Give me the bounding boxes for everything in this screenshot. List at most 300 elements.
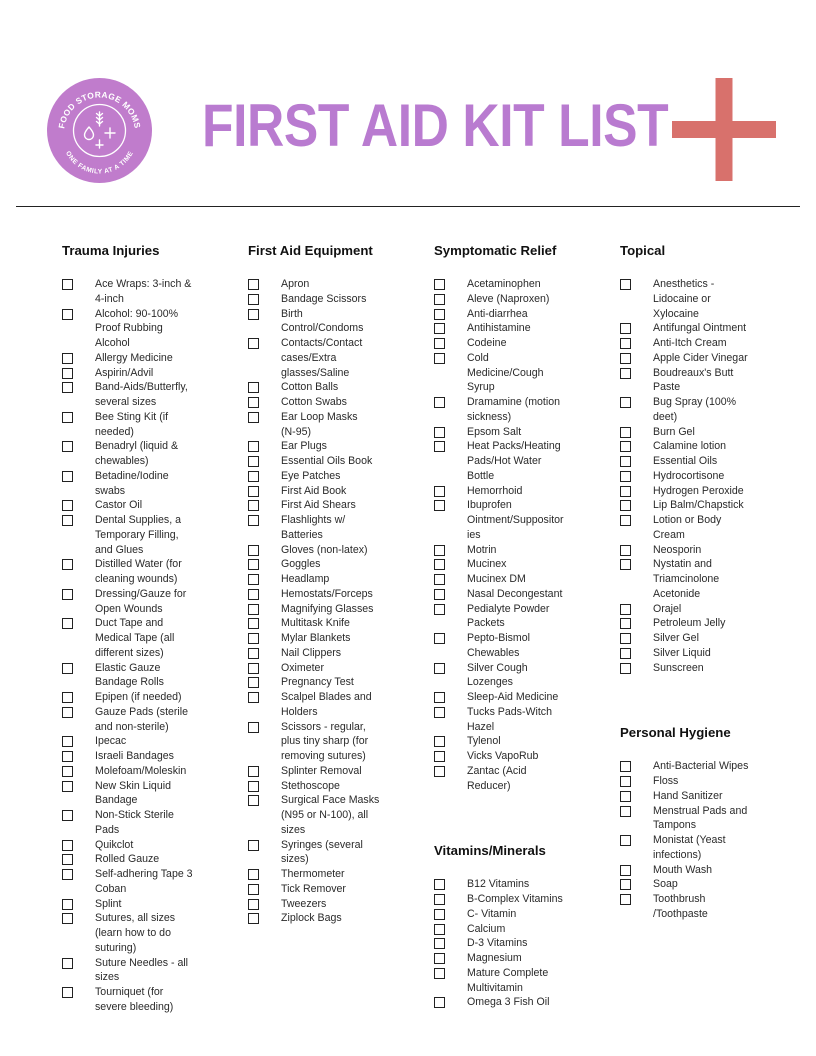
checkbox[interactable] bbox=[248, 279, 259, 290]
checkbox[interactable] bbox=[248, 766, 259, 777]
checklist-item-label: Reducer) bbox=[467, 779, 511, 792]
checkbox[interactable] bbox=[248, 441, 259, 452]
section-title-topical: Topical bbox=[620, 243, 666, 258]
checklist-item-trauma bbox=[62, 985, 193, 1015]
checklist-item-label: Ear Plugs bbox=[281, 440, 327, 453]
checklist-item-label: Bandage Scissors bbox=[281, 292, 367, 305]
checkbox[interactable] bbox=[62, 309, 73, 320]
checklist-item-label: Quikclot bbox=[95, 838, 134, 851]
checklist-item-equipment bbox=[248, 911, 379, 926]
checkbox[interactable] bbox=[248, 456, 259, 467]
checklist-item-trauma bbox=[62, 439, 193, 469]
checkbox[interactable] bbox=[434, 604, 445, 615]
checkbox[interactable] bbox=[620, 806, 631, 817]
checklist-item-trauma bbox=[62, 587, 193, 617]
page-title: FIRST AID KIT LIST bbox=[202, 92, 669, 159]
checklist-item-equipment bbox=[248, 602, 379, 617]
checklist-item-symptomatic bbox=[434, 631, 564, 661]
checkbox[interactable] bbox=[248, 869, 259, 880]
checkbox[interactable] bbox=[248, 338, 259, 349]
checklist-item-label: Dramamine (motion bbox=[467, 396, 561, 408]
checkbox[interactable] bbox=[620, 486, 631, 497]
checklist-item-label: Pepto-Bismol bbox=[467, 632, 530, 644]
checklist-item-equipment bbox=[248, 793, 379, 837]
checklist-item-label: Self-adhering Tape 3 bbox=[95, 868, 193, 880]
checklist-item-symptomatic bbox=[434, 557, 564, 572]
checklist-item-label: Magnifying Glasses bbox=[281, 602, 374, 615]
checkbox[interactable] bbox=[62, 751, 73, 762]
checklist-item-label: Distilled Water (for bbox=[95, 558, 182, 571]
checkbox[interactable] bbox=[248, 471, 259, 482]
checkbox[interactable] bbox=[620, 279, 631, 290]
checklist-item-label: Xylocaine bbox=[653, 307, 699, 320]
checkbox[interactable] bbox=[620, 791, 631, 802]
checklist-item-trauma bbox=[62, 410, 193, 440]
checkbox[interactable] bbox=[434, 997, 445, 1008]
checkbox[interactable] bbox=[248, 412, 259, 423]
checklist-item-symptomatic bbox=[434, 292, 564, 307]
checklist-item-label: Ziplock Bags bbox=[281, 912, 342, 925]
checklist-item-equipment bbox=[248, 484, 379, 499]
checkbox[interactable] bbox=[248, 913, 259, 924]
checklist-item-topical bbox=[620, 602, 748, 617]
checklist-item-label: Anti-Bacterial Wipes bbox=[653, 760, 749, 773]
checkbox[interactable] bbox=[434, 559, 445, 570]
checklist-item-label: Medical Tape (all bbox=[95, 632, 175, 644]
checkbox[interactable] bbox=[434, 894, 445, 905]
checklist-item-trauma bbox=[62, 366, 193, 381]
checkbox[interactable] bbox=[62, 471, 73, 482]
checklist-item-label: Essential Oils Book bbox=[281, 455, 373, 467]
checklist-item-symptomatic bbox=[434, 661, 564, 691]
checklist-item-equipment bbox=[248, 336, 379, 380]
checklist-item-label: Packets bbox=[467, 617, 505, 630]
checkbox[interactable] bbox=[434, 500, 445, 511]
checklist-item-label: Nasal Decongestant bbox=[467, 587, 563, 600]
checkbox[interactable] bbox=[620, 441, 631, 452]
checklist-item-label: Scissors - regular, bbox=[281, 720, 366, 733]
column-symptomatic bbox=[434, 243, 564, 1010]
checklist-item-label: Epipen (if needed) bbox=[95, 691, 182, 703]
checkbox[interactable] bbox=[248, 633, 259, 644]
checkbox[interactable] bbox=[248, 559, 259, 570]
checklist-item-equipment bbox=[248, 292, 379, 307]
checklist-item-label: B12 Vitamins bbox=[467, 878, 530, 891]
checkbox[interactable] bbox=[434, 633, 445, 644]
checklist-item-label: Bandage bbox=[95, 794, 138, 807]
checkbox[interactable] bbox=[62, 736, 73, 747]
checklist-item-topical bbox=[620, 484, 748, 499]
checkbox[interactable] bbox=[248, 294, 259, 305]
checklist-item-label: Ibuprofen bbox=[467, 499, 512, 512]
checklist-item-topical bbox=[620, 395, 748, 425]
checkbox[interactable] bbox=[248, 589, 259, 600]
checkbox[interactable] bbox=[62, 589, 73, 600]
checklist-item-label: Molefoam/Moleskin bbox=[95, 764, 187, 777]
checklist-item-equipment bbox=[248, 631, 379, 646]
checkbox[interactable] bbox=[248, 648, 259, 659]
checkbox[interactable] bbox=[620, 515, 631, 526]
checkbox[interactable] bbox=[620, 618, 631, 629]
checklist-item-label: needed) bbox=[95, 425, 134, 438]
checkbox[interactable] bbox=[620, 427, 631, 438]
column-trauma bbox=[62, 243, 193, 1015]
checkbox[interactable] bbox=[620, 633, 631, 644]
checklist-item-vitamins bbox=[434, 907, 564, 922]
checklist-item-equipment bbox=[248, 410, 379, 440]
checklist-item-label: Silver Cough bbox=[467, 661, 528, 674]
checklist-item-label: Gloves (non-latex) bbox=[281, 543, 368, 556]
checklist-item-label: Pedialyte Powder bbox=[467, 602, 550, 615]
checklist-item-label: Tampons bbox=[653, 819, 696, 832]
checklist-item-label: Anti-Itch Cream bbox=[653, 337, 727, 349]
checklist-item-vitamins bbox=[434, 951, 564, 966]
checklist-item-label: Aleve (Naproxen) bbox=[467, 292, 550, 305]
checkbox[interactable] bbox=[434, 707, 445, 718]
checkbox[interactable] bbox=[248, 884, 259, 895]
checkbox[interactable] bbox=[248, 722, 259, 733]
checklist-item-topical bbox=[620, 366, 748, 396]
checklist-item-equipment bbox=[248, 439, 379, 454]
checklist-item-label: Control/Condoms bbox=[281, 322, 364, 335]
checklist-item-label: Non-Stick Sterile bbox=[95, 809, 174, 821]
checkbox[interactable] bbox=[62, 840, 73, 851]
checklist-item-equipment bbox=[248, 838, 379, 868]
checkbox[interactable] bbox=[434, 663, 445, 674]
checklist-item-vitamins bbox=[434, 922, 564, 937]
checkbox[interactable] bbox=[620, 835, 631, 846]
checklist-item-label: Dressing/Gauze for bbox=[95, 587, 187, 600]
checklist-item-symptomatic bbox=[434, 277, 564, 292]
checklist-item-symptomatic bbox=[434, 425, 564, 440]
checklist-item-label: glasses/Saline bbox=[281, 366, 350, 379]
red-cross-icon bbox=[672, 78, 776, 181]
checkbox[interactable] bbox=[248, 486, 259, 497]
checkbox[interactable] bbox=[434, 968, 445, 979]
checklist-item-equipment bbox=[248, 513, 379, 543]
checkbox[interactable] bbox=[62, 958, 73, 969]
checklist-item-label: Anesthetics - bbox=[653, 278, 715, 290]
checklist-item-label: Motrin bbox=[467, 543, 497, 556]
checkbox[interactable] bbox=[620, 456, 631, 467]
checklist-item-label: Ointment/Suppositor bbox=[467, 514, 564, 526]
checkbox[interactable] bbox=[434, 338, 445, 349]
checklist-item-label: Stethoscope bbox=[281, 779, 340, 792]
checklist-item-trauma bbox=[62, 277, 193, 307]
checklist-item-label: Floss bbox=[653, 775, 679, 787]
checklist-item-label: Betadine/Iodine bbox=[95, 469, 169, 482]
column-equipment bbox=[248, 243, 379, 926]
checklist-item-hygiene bbox=[620, 789, 748, 804]
checkbox[interactable] bbox=[434, 692, 445, 703]
checklist-item-label: Pregnancy Test bbox=[281, 676, 354, 689]
checklist-item-label: Essential Oils bbox=[653, 455, 718, 467]
checkbox[interactable] bbox=[434, 486, 445, 497]
checklist-item-label: Hand Sanitizer bbox=[653, 789, 723, 802]
checkbox[interactable] bbox=[620, 879, 631, 890]
checklist-item-trauma bbox=[62, 897, 193, 912]
checkbox[interactable] bbox=[248, 500, 259, 511]
checklist-item-trauma bbox=[62, 852, 193, 867]
checkbox[interactable] bbox=[62, 707, 73, 718]
checkbox[interactable] bbox=[620, 500, 631, 511]
checklist-item-trauma bbox=[62, 779, 193, 809]
section-title-hygiene: Personal Hygiene bbox=[620, 725, 731, 741]
checkbox[interactable] bbox=[248, 781, 259, 792]
checklist-item-label: Monistat (Yeast bbox=[653, 834, 726, 846]
checkbox[interactable] bbox=[434, 279, 445, 290]
checklist-item-label: and non-sterile) bbox=[95, 720, 169, 733]
checklist-item-label: Nail Clippers bbox=[281, 646, 342, 659]
checklist-item-label: Boudreaux's Butt bbox=[653, 366, 734, 379]
checklist-item-label: swabs bbox=[95, 484, 126, 497]
checklist-item-vitamins bbox=[434, 877, 564, 892]
checklist-item-equipment bbox=[248, 661, 379, 676]
checkbox[interactable] bbox=[62, 899, 73, 910]
checklist-item-symptomatic bbox=[434, 572, 564, 587]
checklist-item-label: Splinter Removal bbox=[281, 764, 362, 777]
checkbox[interactable] bbox=[434, 589, 445, 600]
checklist-item-equipment bbox=[248, 897, 379, 912]
checklist-item-label: Syrup bbox=[467, 381, 495, 394]
checkbox[interactable] bbox=[248, 545, 259, 556]
checklist-item-label: Lip Balm/Chapstick bbox=[653, 499, 744, 512]
checklist-item-topical bbox=[620, 513, 748, 543]
checklist-item-topical bbox=[620, 631, 748, 646]
checkbox[interactable] bbox=[248, 663, 259, 674]
checkbox[interactable] bbox=[620, 397, 631, 408]
checklist-item-topical bbox=[620, 557, 748, 601]
checklist-item-label: Acetonide bbox=[653, 587, 701, 600]
checkbox[interactable] bbox=[620, 865, 631, 876]
checkbox[interactable] bbox=[620, 648, 631, 659]
checklist-item-label: Burn Gel bbox=[653, 425, 695, 438]
checklist-item-label: Silver Gel bbox=[653, 632, 699, 644]
checklist-item-label: Alcohol bbox=[95, 337, 130, 349]
checklist-item-symptomatic bbox=[434, 587, 564, 602]
checklist-item-symptomatic bbox=[434, 484, 564, 499]
checklist-item-topical bbox=[620, 498, 748, 513]
checkbox[interactable] bbox=[248, 574, 259, 585]
checklist-item-label: Tick Remover bbox=[281, 882, 346, 895]
checklist-item-label: Vicks VapoRub bbox=[467, 750, 539, 762]
checkbox[interactable] bbox=[248, 899, 259, 910]
checkbox[interactable] bbox=[620, 559, 631, 570]
checklist-item-label: Band-Aids/Butterfly, bbox=[95, 381, 188, 394]
checkbox[interactable] bbox=[434, 953, 445, 964]
checklist-item-label: Antifungal Ointment bbox=[653, 322, 747, 335]
checkbox[interactable] bbox=[620, 323, 631, 334]
checkbox[interactable] bbox=[62, 559, 73, 570]
checklist-item-label: Nystatin and bbox=[653, 558, 712, 571]
checklist-item-equipment bbox=[248, 720, 379, 764]
checkbox[interactable] bbox=[248, 840, 259, 851]
checkbox[interactable] bbox=[620, 604, 631, 615]
checklist-item-equipment bbox=[248, 882, 379, 897]
checklist-item-label: Lozenges bbox=[467, 676, 513, 689]
checkbox[interactable] bbox=[62, 515, 73, 526]
checklist-item-trauma bbox=[62, 867, 193, 897]
checkbox[interactable] bbox=[620, 338, 631, 349]
checkbox[interactable] bbox=[62, 854, 73, 865]
checklist-item-symptomatic bbox=[434, 734, 564, 749]
checklist-item-label: Antihistamine bbox=[467, 322, 531, 335]
checklist-item-symptomatic bbox=[434, 602, 564, 632]
checklist-item-topical bbox=[620, 321, 748, 336]
checklist-item-equipment bbox=[248, 764, 379, 779]
section-title-symptomatic: Symptomatic Relief bbox=[434, 243, 557, 258]
checklist-item-label: infections) bbox=[653, 848, 702, 861]
checklist-item-symptomatic bbox=[434, 307, 564, 322]
checklist-item-trauma bbox=[62, 690, 193, 705]
checklist-item-label: C- Vitamin bbox=[467, 907, 517, 920]
logo-text-bottom: ONE FAMILY AT A TIME bbox=[64, 150, 135, 176]
checklist-item-label: Zantac (Acid bbox=[467, 764, 527, 777]
checklist-item-topical bbox=[620, 351, 748, 366]
checkbox[interactable] bbox=[248, 618, 259, 629]
checklist-item-hygiene bbox=[620, 804, 748, 834]
checklist-item-symptomatic bbox=[434, 336, 564, 351]
checklist-item-trauma bbox=[62, 705, 193, 735]
checklist-item-label: 4-inch bbox=[95, 292, 124, 305]
checkbox[interactable] bbox=[248, 677, 259, 688]
checkbox[interactable] bbox=[434, 294, 445, 305]
checklist-item-label: Holders bbox=[281, 705, 318, 718]
checkbox[interactable] bbox=[434, 938, 445, 949]
checklist-item-equipment bbox=[248, 557, 379, 572]
checklist-item-label: different sizes) bbox=[95, 646, 164, 659]
checkbox[interactable] bbox=[434, 427, 445, 438]
checklist-item-label: Tourniquet (for bbox=[95, 986, 164, 998]
checklist-item-label: Hemostats/Forceps bbox=[281, 587, 373, 600]
checklist-item-equipment bbox=[248, 395, 379, 410]
checklist-item-label: several sizes bbox=[95, 396, 157, 408]
checkbox[interactable] bbox=[62, 618, 73, 629]
checkbox[interactable] bbox=[434, 323, 445, 334]
checklist-item-label: Multivitamin bbox=[467, 981, 523, 994]
checklist-item-trauma bbox=[62, 749, 193, 764]
checklist-item-trauma bbox=[62, 351, 193, 366]
checkbox[interactable] bbox=[248, 515, 259, 526]
checklist-item-equipment bbox=[248, 543, 379, 558]
checkbox[interactable] bbox=[248, 604, 259, 615]
checkbox[interactable] bbox=[434, 397, 445, 408]
checkbox[interactable] bbox=[62, 913, 73, 924]
checklist-item-topical bbox=[620, 277, 748, 321]
checkbox[interactable] bbox=[62, 663, 73, 674]
checkbox[interactable] bbox=[248, 309, 259, 320]
checkbox[interactable] bbox=[434, 751, 445, 762]
checklist-item-label: Medicine/Cough bbox=[467, 366, 544, 379]
checkbox[interactable] bbox=[62, 766, 73, 777]
checklist-item-label: (N-95) bbox=[281, 425, 312, 438]
checklist-item-label: Orajel bbox=[653, 602, 682, 615]
checkbox[interactable] bbox=[620, 353, 631, 364]
checkbox[interactable] bbox=[434, 353, 445, 364]
checklist-item-label: removing sutures) bbox=[281, 750, 366, 762]
checklist-item-label: Mylar Blankets bbox=[281, 632, 351, 644]
checklist-item-equipment bbox=[248, 307, 379, 337]
checkbox[interactable] bbox=[434, 309, 445, 320]
checkbox[interactable] bbox=[434, 766, 445, 777]
checklist-item-label: D-3 Vitamins bbox=[467, 937, 528, 950]
checkbox[interactable] bbox=[620, 545, 631, 556]
checkbox[interactable] bbox=[620, 471, 631, 482]
checklist-item-label: Hazel bbox=[467, 720, 495, 733]
checklist-item-label: Scalpel Blades and bbox=[281, 691, 372, 703]
checklist-item-hygiene bbox=[620, 877, 748, 892]
checkbox[interactable] bbox=[620, 776, 631, 787]
checklist-item-label: Israeli Bandages bbox=[95, 750, 174, 762]
checklist-item-label: Hydrocortisone bbox=[653, 469, 725, 482]
checklist-item-label: Ear Loop Masks bbox=[281, 410, 358, 423]
checklist-item-symptomatic bbox=[434, 321, 564, 336]
checklist-item-label: Coban bbox=[95, 882, 127, 895]
checkbox[interactable] bbox=[248, 382, 259, 393]
checkbox[interactable] bbox=[62, 781, 73, 792]
section-title-equipment: First Aid Equipment bbox=[248, 243, 373, 258]
checkbox[interactable] bbox=[62, 810, 73, 821]
checklist-item-label: Open Wounds bbox=[95, 602, 163, 615]
checkbox[interactable] bbox=[620, 368, 631, 379]
checkbox[interactable] bbox=[434, 441, 445, 452]
checklist-item-label: deet) bbox=[653, 410, 678, 423]
checklist-item-hygiene bbox=[620, 759, 748, 774]
checkbox[interactable] bbox=[434, 545, 445, 556]
checklist-item-symptomatic bbox=[434, 705, 564, 735]
checkbox[interactable] bbox=[62, 987, 73, 998]
checklist-item-equipment bbox=[248, 646, 379, 661]
checklist-item-label: sizes) bbox=[281, 853, 309, 866]
checklist-item-label: Surgical Face Masks bbox=[281, 794, 380, 807]
checklist-item-hygiene bbox=[620, 892, 748, 922]
checkbox[interactable] bbox=[62, 500, 73, 511]
checklist-item-equipment bbox=[248, 587, 379, 602]
checkbox[interactable] bbox=[62, 368, 73, 379]
checklist-item-label: Anti-diarrhea bbox=[467, 307, 528, 320]
checklist-item-trauma bbox=[62, 380, 193, 410]
checkbox[interactable] bbox=[62, 441, 73, 452]
checkbox[interactable] bbox=[620, 894, 631, 905]
checkbox[interactable] bbox=[62, 382, 73, 393]
checkbox[interactable] bbox=[248, 692, 259, 703]
checklist-item-label: Menstrual Pads and bbox=[653, 804, 748, 817]
checkbox[interactable] bbox=[62, 279, 73, 290]
checkbox[interactable] bbox=[248, 397, 259, 408]
checklist-item-label: Syringes (several bbox=[281, 838, 363, 851]
checkbox[interactable] bbox=[62, 869, 73, 880]
checkbox[interactable] bbox=[434, 909, 445, 920]
checklist-item-label: New Skin Liquid bbox=[95, 779, 171, 792]
checkbox[interactable] bbox=[620, 761, 631, 772]
checklist-item-label: Castor Oil bbox=[95, 499, 143, 512]
checklist-item-equipment bbox=[248, 779, 379, 794]
checkbox[interactable] bbox=[434, 574, 445, 585]
checkbox[interactable] bbox=[434, 736, 445, 747]
checkbox[interactable] bbox=[248, 795, 259, 806]
checklist-item-label: Calcium bbox=[467, 922, 506, 935]
checklist-item-label: chewables) bbox=[95, 455, 149, 467]
checklist-item-symptomatic bbox=[434, 351, 564, 395]
checklist-item-label: Benadryl (liquid & bbox=[95, 440, 179, 453]
checkbox[interactable] bbox=[434, 924, 445, 935]
checkbox[interactable] bbox=[620, 663, 631, 674]
checkbox[interactable] bbox=[62, 692, 73, 703]
checkbox[interactable] bbox=[62, 353, 73, 364]
checklist-item-label: Cream bbox=[653, 528, 685, 541]
checkbox[interactable] bbox=[434, 879, 445, 890]
checkbox[interactable] bbox=[62, 412, 73, 423]
